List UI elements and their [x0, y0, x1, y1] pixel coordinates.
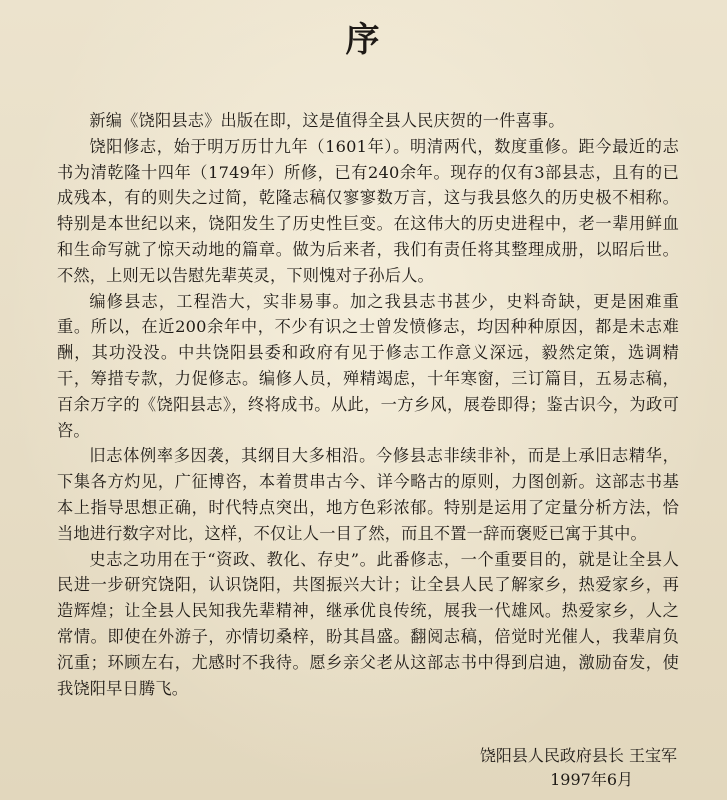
page-title: 序	[345, 20, 382, 60]
signature-block	[480, 744, 677, 792]
paragraph: 史志之功用在于“资政、教化、存史”。此番修志，一个重要目的，就是让全县人民进一步研究饶阳，认识饶阳，共图振兴大计；让全县人民了解家乡，热爱家乡，再造辉煌；让全县人民知我先辈精神，继承优良传统，展我一代雄风。热爱家乡，人之常情。即使在外游子，亦情切桑梓，盼其昌盛。翻阅志稿，倍觉时光催人，我辈肩负沉重；环顾左右，尤感时不我待。愿乡亲父老从这部志书中得到启迪，激励奋发，使我饶阳早日腾飞。	[57, 549, 679, 698]
paragraph: 饶阳修志，始于明万历廿九年（1601年）。明清两代，数度重修。距今最近的志书为清乾隆十四年（1749年）所修，已有240余年。现存的仅有3部县志，且有的已成残本，有的则失之过简，乾隆志稿仅寥寥数万言，这与我县悠久的历史极不相称。特别是本世纪以来，饶阳发生了历史性巨变。在这伟大的历史进程中，老一辈用鲜血和生命写就了惊天动地的篇章。做为后来者，我们有责任将其整理成册，以昭后世。不然，上则无以告慰先辈英灵，下则愧对子孙后人。	[57, 136, 679, 285]
paragraph: 新编《饶阳县志》出版在即，这是值得全县人民庆贺的一件喜事。	[89, 111, 565, 130]
signature-date: 1997年6月	[550, 770, 633, 789]
paragraph: 编修县志，工程浩大，实非易事。加之我县志书甚少，史料奇缺，更是困难重重。所以，在近200余年中，不少有识之士曾发愤修志，均因种种原因，都是未志难酬，其功没没。中共饶阳县委和政府有见于修志工作意义深远，毅然定策，选调精干，筹措专款，力促修志。编修人员，殚精竭虑，十年寒窗，三订篇目，五易志稿，百余万字的《饶阳县志》，终将成书。从此，一方乡风，展卷即得；鉴古识今，为政可咨。	[57, 291, 679, 440]
paragraph: 旧志体例率多因袭，其纲目大多相沿。今修县志非续非补，而是上承旧志精华，下集各方灼见，广征博咨，本着贯串古今、详今略古的原则，力图创新。这部志书基本上指导思想正确，时代特点突出，地方色彩浓郁。特别是运用了定量分析方法，恰当地进行数字对比，这样，不仅让人一目了然，而且不置一辞而褒贬已寓于其中。	[57, 446, 679, 543]
preface-body	[57, 108, 679, 701]
signature-author: 饶阳县人民政府县长 王宝军	[479, 746, 677, 765]
